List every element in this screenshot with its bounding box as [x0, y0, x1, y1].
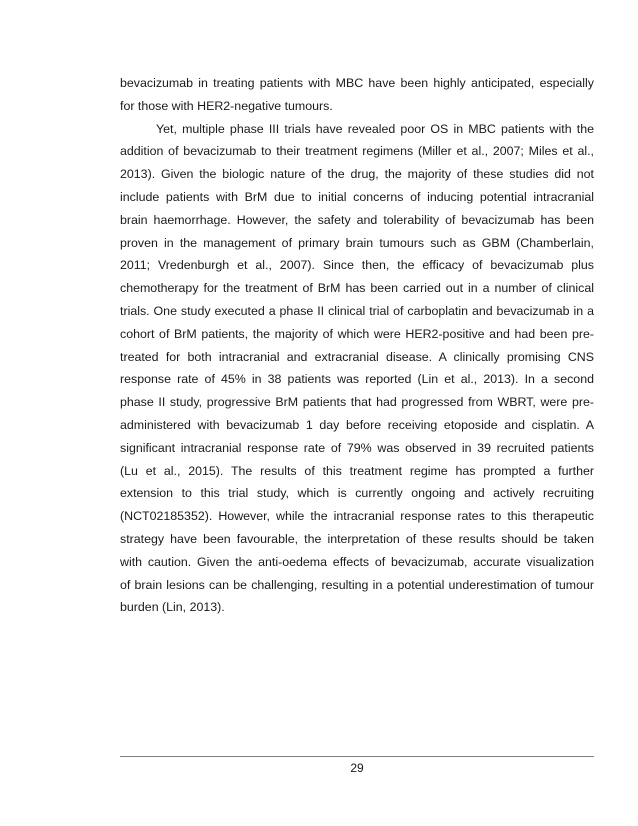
paragraph: [120, 72, 594, 118]
text-line: chemotherapy for the treatment of BrM has been carried out in a number of clinical: [120, 281, 594, 296]
text-line: (NCT02185352). However, while the intracranial response rates to this therapeutic: [120, 509, 594, 524]
text-line: for those with HER2-negative tumours.: [120, 98, 333, 113]
text-line: response rate of 45% in 38 patients was reported (Lin et al., 2013). In a second: [120, 372, 594, 387]
text-line: trials. One study executed a phase II clinical trial of carboplatin and bevacizumab in a: [120, 303, 594, 318]
body-text: [120, 72, 594, 619]
text-line: Yet, multiple phase III trials have revealed poor OS in MBC patients with the: [156, 121, 594, 136]
text-line: significant intracranial response rate of 79% was observed in 39 recruited patients: [120, 440, 594, 455]
text-line: addition of bevacizumab to their treatment regimens (Miller et al., 2007; Miles et al.,: [120, 144, 594, 159]
text-line: include patients with BrM due to initial concerns of inducing potential intracranial: [120, 189, 594, 204]
text-line: strategy have been favourable, the interpretation of these results should be taken: [120, 531, 594, 546]
text-line: administered with bevacizumab 1 day before receiving etoposide and cisplatin. A: [120, 417, 594, 432]
page-number: 29: [350, 761, 364, 775]
footer-divider: [120, 756, 594, 757]
text-line: extension to this trial study, which is currently ongoing and actively recruiting: [120, 486, 594, 501]
text-line: 2013). Given the biologic nature of the drug, the majority of these studies did not: [120, 167, 594, 182]
text-line: brain haemorrhage. However, the safety and tolerability of bevacizumab has been: [120, 212, 594, 227]
text-line: phase II study, progressive BrM patients that had progressed from WBRT, were pre-: [120, 395, 594, 410]
text-line: burden (Lin, 2013).: [120, 600, 225, 615]
text-line: cohort of BrM patients, the majority of which were HER2-positive and had been pre-: [120, 326, 594, 341]
text-line: treated for both intracranial and extracranial disease. A clinically promising CNS: [120, 349, 594, 364]
text-line: proven in the management of primary brain tumours such as GBM (Chamberlain,: [120, 235, 594, 250]
text-line: (Lu et al., 2015). The results of this treatment regime has prompted a further: [120, 463, 594, 478]
text-line: 2011; Vredenburgh et al., 2007). Since then, the efficacy of bevacizumab plus: [120, 258, 594, 273]
paragraph: [120, 118, 594, 620]
text-line: of brain lesions can be challenging, resulting in a potential underestimation of tumour: [120, 577, 594, 592]
text-line: bevacizumab in treating patients with MBC have been highly anticipated, especially: [120, 76, 594, 90]
text-line: with caution. Given the anti-oedema effects of bevacizumab, accurate visualization: [120, 554, 594, 569]
